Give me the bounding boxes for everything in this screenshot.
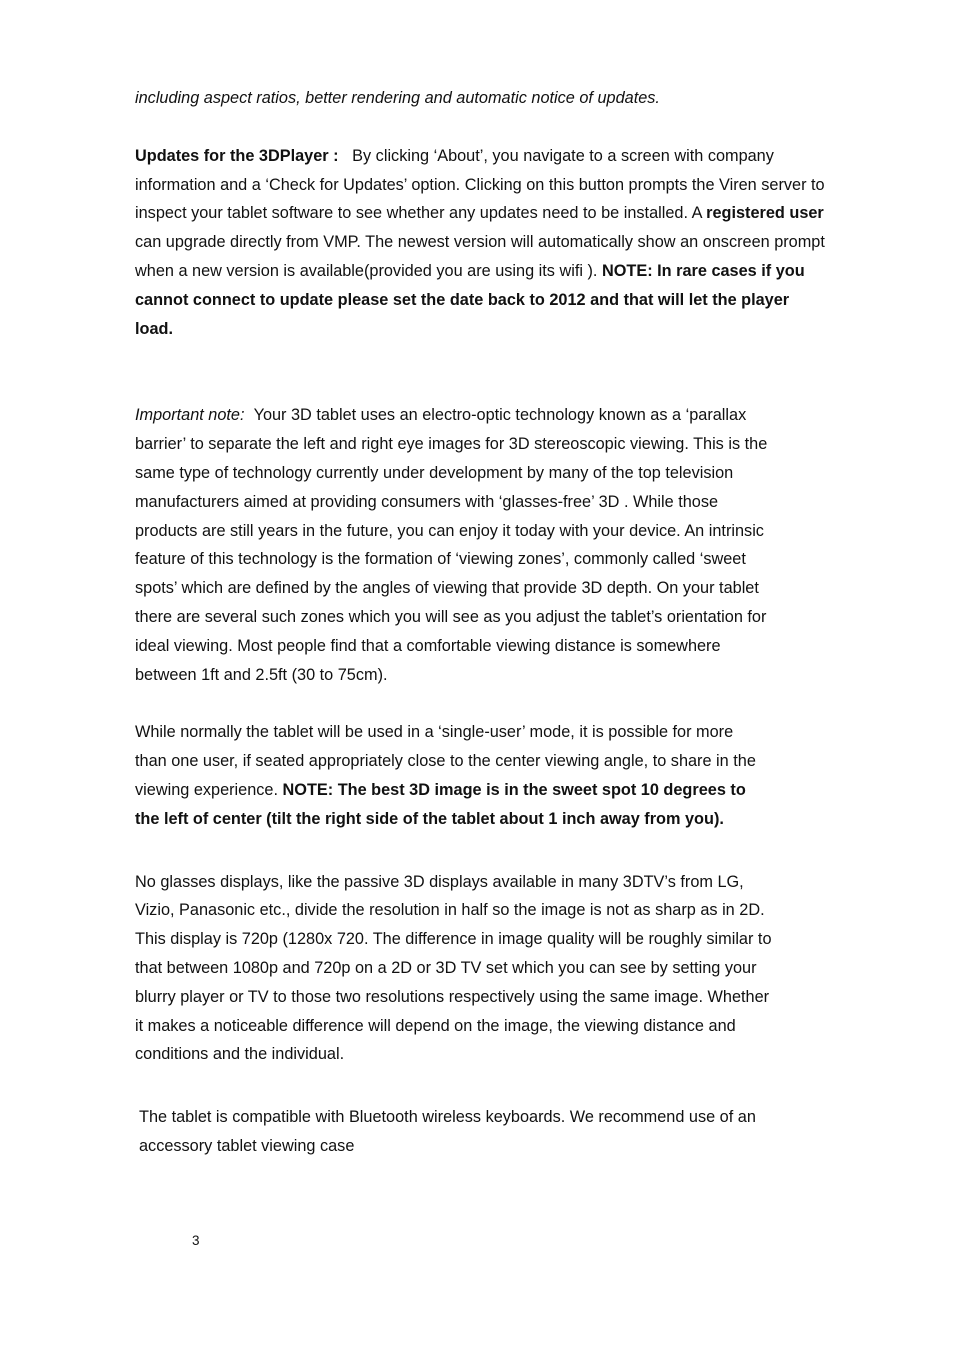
important-note-label: Important note: bbox=[135, 406, 245, 425]
bluetooth-paragraph bbox=[135, 1103, 779, 1161]
document-page bbox=[135, 84, 835, 1161]
updates-paragraph bbox=[135, 142, 825, 344]
important-note-paragraph bbox=[135, 401, 780, 689]
updates-note: NOTE: In rare cases if you cannot connect to update please set the date back to 2012 and that will let the player load. bbox=[135, 261, 805, 338]
updates-heading: Updates for the 3DPlayer : bbox=[135, 146, 339, 165]
intro-continued-paragraph bbox=[135, 84, 775, 113]
bluetooth-text: The tablet is compatible with Bluetooth wireless keyboards. We recommend use of an accessory tablet viewing case bbox=[139, 1108, 756, 1155]
no-glasses-paragraph bbox=[135, 868, 780, 1070]
page-number: 3 bbox=[192, 1233, 200, 1248]
no-glasses-text: No glasses displays, like the passive 3D displays available in many 3DTV’s from LG, Vizio, Panasonic etc., divide the resolution in half so the image is not as sharp as in 2D. This display is 720p (1280x 720. The difference in image quality will be roughly similar to that between 1080p and 720p on a 2D or 3D TV set which you can see by setting your blurry player or TV to those two resolutions respectively using the same image. Whether it makes a noticeable difference will depend on the image, the viewing distance and conditions and the individual. bbox=[135, 872, 772, 1064]
multiuser-paragraph bbox=[135, 718, 767, 833]
important-note-text: Your 3D tablet uses an electro-optic technology known as a ‘parallax barrier’ to separate the left and right eye images for 3D stereoscopic viewing. This is the same type of technology currently under development by many of the top television manufacturers aimed at providing consumers with ‘glasses-free’ 3D . While those products are still years in the future, you can enjoy it today with your device. An intrinsic feature of this technology is the formation of ‘viewing zones’, commonly called ‘sweet spots’ which are defined by the angles of viewing that provide 3D depth. On your tablet there are several such zones which you will see as you adjust the tablet’s orientation for ideal viewing. Most people find that a comfortable viewing distance is somewhere between 1ft and 2.5ft (30 to 75cm). bbox=[135, 406, 768, 684]
updates-text-1: By clicking ‘About’, you navigate to a screen with company information and a ‘Check for Updates’ option. Clicking on this button prompts the Viren server to inspect your tablet software to see whether any updates need to be installed. A bbox=[135, 146, 825, 223]
intro-continued-text: including aspect ratios, better rendering and automatic notice of updates. bbox=[135, 89, 660, 107]
multiuser-text: While normally the tablet will be used in a ‘single-user’ mode, it is possible for more than one user, if seated appropriately close to the center viewing angle, to share in the viewing experience. bbox=[135, 723, 756, 799]
registered-user-bold: registered user bbox=[706, 204, 824, 223]
updates-text-2: can upgrade directly from VMP. The newest version will automatically show an onscreen prompt when a new version is available(provided you are using its wifi ). bbox=[135, 233, 825, 280]
multiuser-note: NOTE: The best 3D image is in the sweet spot 10 degrees to the left of center (tilt the right side of the tablet about 1 inch away from you). bbox=[135, 780, 746, 828]
